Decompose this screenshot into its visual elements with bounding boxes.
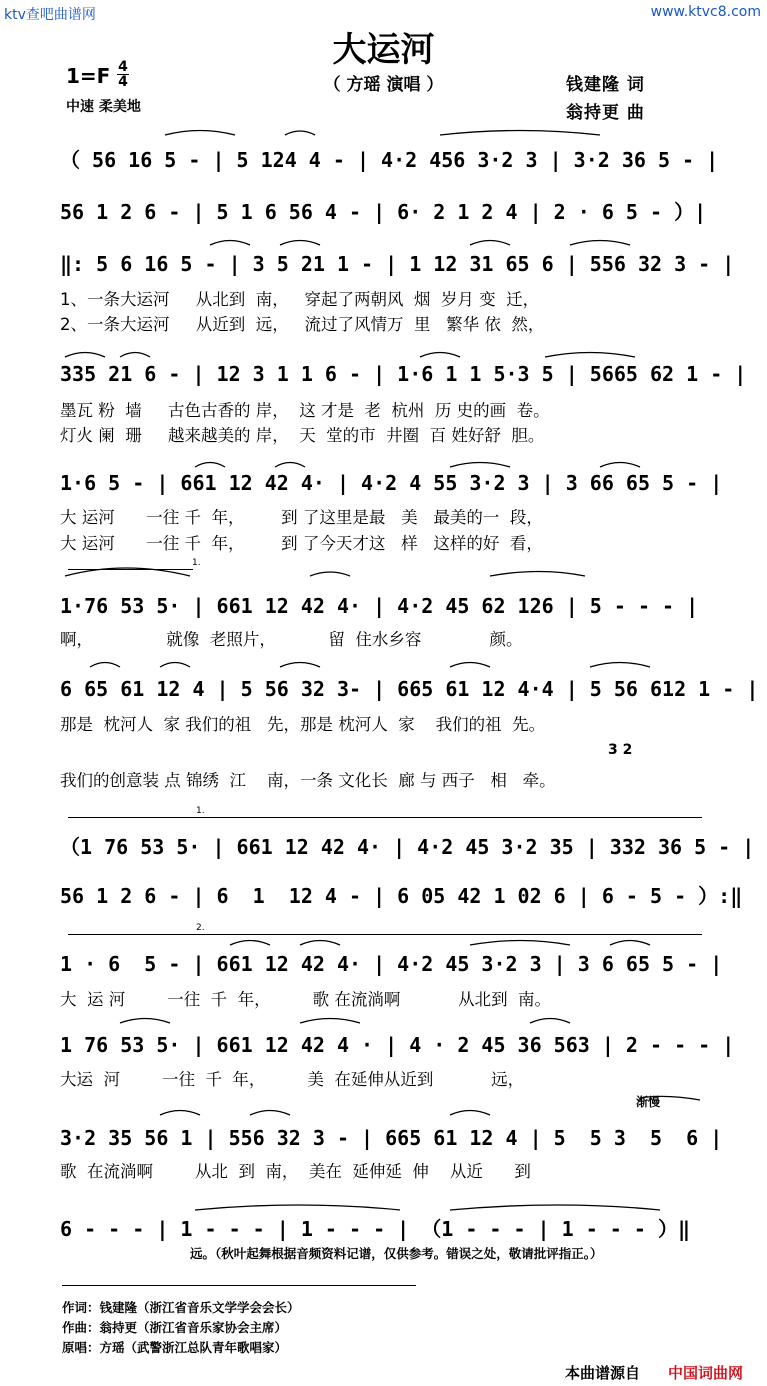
singer: （ 方瑶 演唱 ） [323, 75, 444, 95]
volta-number: 1. [192, 558, 201, 568]
lyric-line-6a: 啊， 就像 老照片， 留 住水乡容 颜。 [60, 630, 523, 649]
slur [160, 1111, 200, 1116]
slur [90, 663, 120, 668]
notation-line-2: 56 1 2 6 - | 5 1 6 56 4 - | 6· 2 1 2 4 | 2 · 6 5 - ）| [60, 200, 707, 224]
volta-bracket-1 [68, 558, 201, 570]
notation-line-8: （1 76 53 5· | 661 12 42 4· | 4·2 45 3·2 35 | 332 36 5 - | [60, 835, 755, 859]
notation-line-10: 1 · 6 5 - | 661 12 42 4· | 4·2 45 3·2 3 | 3 6 65 5 - | [60, 952, 723, 976]
slur [300, 1019, 360, 1024]
lyric-line-5b: 大 运河 一往 千 年， 到 了今天才这 样 这样的好 看， [60, 534, 543, 553]
time-bottom: 4 [118, 74, 128, 90]
slur [450, 663, 490, 668]
volta-number: 2. [196, 923, 205, 933]
slur [470, 241, 510, 246]
notation-line-1: （ 56 16 5 - | 5 124 4 - | 4·2 456 3·2 3 | 3·2 36 5 - | [60, 148, 719, 172]
slur [420, 353, 460, 358]
slur [195, 1205, 400, 1210]
lyric-line-12a: 歌 在流淌啊 从北 到 南， 美在 延伸延 伸 从近 到 [60, 1162, 531, 1181]
volta-bracket-2 [68, 923, 702, 935]
slur [470, 941, 570, 946]
footer-singer: 原唱：方瑶（武警浙江总队青年歌唱家） [62, 1340, 288, 1355]
tempo-marking: 中速 柔美地 [66, 99, 141, 115]
notation-line-5: 1·6 5 - | 661 12 42 4· | 4·2 4 55 3·2 3 | 3 66 65 5 - | [60, 471, 723, 495]
source-label: 本曲谱源自 [565, 1364, 641, 1382]
notation-line-3: ‖: 5 6 16 5 - | 3 5 21 1 - | 1 12 31 65 6 | 556 32 3 - | [60, 252, 735, 276]
slur [610, 941, 650, 946]
lyric-line-4b: 灯火 阑 珊 越来越美的 岸， 天 堂的市 井圈 百 姓好舒 胆。 [60, 426, 545, 445]
volta-number: 1. [196, 806, 205, 816]
notation-line-6: 1·76 53 5· | 661 12 42 4· | 4·2 45 62 126 | 5 - - - | [60, 594, 699, 618]
notation-line-12: 3·2 35 56 1 | 556 32 3 - | 665 61 12 4 | 5 5 3 5 6 | [60, 1126, 723, 1150]
slur [450, 1205, 660, 1210]
notation-line-4: 335 21 6 - | 12 3 1 1 6 - | 1·6 1 1 5·3 5 | 5665 62 1 - | [60, 362, 747, 386]
slur [450, 1111, 490, 1116]
watermark-right: www.ktvc8.com [650, 4, 761, 20]
slur [275, 463, 305, 468]
slur [570, 241, 630, 246]
slur [440, 131, 600, 136]
slur [250, 1111, 290, 1116]
lyric-line-3b: 2、一条大运河 从近到 远， 流过了风情万 里 繁华 依 然， [60, 315, 545, 334]
footer-composer: 作曲：翁持更（浙江省音乐家协会主席） [62, 1320, 288, 1335]
notation-line-9: 56 1 2 6 - | 6 1 12 4 - | 6 05 42 1 02 6 | 6 - 5 - ）:‖ [60, 884, 743, 908]
slur [300, 941, 340, 946]
footer-lyricist: 作词：钱建隆（浙江省音乐文学学会会长） [62, 1300, 300, 1315]
lyric-line-10a: 大 运 河 一往 千 年， 歌 在流淌啊 从北到 南。 [60, 990, 552, 1009]
transcription-note: 远。（秋叶起舞根据音频资料记谱，仅供参考。错误之处，敬请批评指正。） [190, 1246, 603, 1261]
lyric-line-4a: 墨瓦 粉 墙 古色古香的 岸， 这 才是 老 杭州 历 史的画 卷。 [60, 401, 550, 420]
song-title: 大运河 [332, 30, 435, 70]
slur [310, 572, 350, 576]
slur [230, 941, 270, 946]
slur [120, 353, 150, 358]
notation-line-7: 6 65 61 12 4 | 5 56 32 3- | 665 61 12 4·4 | 5 56 612 1 - | [60, 677, 759, 701]
slur [280, 663, 320, 668]
alt-notes: 3 2 [608, 742, 633, 758]
slur [280, 241, 320, 246]
slur [120, 1019, 170, 1024]
lyric-line-11a: 大运 河 一往 千 年， 美 在延伸从近到 远， [60, 1070, 525, 1089]
lyric-line-7b: 我们的创意装 点 锦绣 江 南，一条 文化长 廊 与 西子 相 牵。 [60, 771, 556, 790]
tempo-rit-marking: 渐慢 [636, 1095, 661, 1109]
key-signature: 1=F [66, 64, 111, 88]
source-site-link[interactable]: 中国词曲网 [668, 1364, 744, 1382]
lyric-line-3a: 1、一条大运河 从北到 南， 穿起了两朝风 烟 岁月 变 迁， [60, 290, 540, 309]
slur [530, 1019, 570, 1024]
footer-divider [62, 1285, 416, 1286]
lyricist: 钱建隆 词 [566, 75, 645, 95]
slur [545, 353, 635, 358]
slur [590, 663, 650, 668]
composer: 翁持更 曲 [566, 103, 645, 123]
slur [160, 663, 190, 668]
slur [285, 131, 315, 135]
time-top: 4 [118, 59, 128, 75]
slur [210, 241, 250, 246]
slur [195, 463, 225, 468]
lyric-line-5a: 大 运河 一往 千 年， 到 了这里是最 美 最美的一 段， [60, 508, 543, 527]
watermark-left: ktv查吧曲谱网 [4, 7, 96, 23]
slur [490, 572, 585, 577]
volta-bracket-interlude [68, 806, 702, 818]
notation-line-13: 6 - - - | 1 - - - | 1 - - - | （1 - - - | 1 - - - ）‖ [60, 1217, 691, 1241]
notation-line-11: 1 76 53 5· | 661 12 42 4 · | 4 · 2 45 36 563 | 2 - - - | [60, 1033, 735, 1057]
lyric-line-7a: 那是 枕河人 家 我们的祖 先，那是 枕河人 家 我们的祖 先。 [60, 715, 546, 734]
slur [600, 463, 640, 468]
slur [165, 131, 235, 136]
slur [65, 353, 105, 358]
slur [450, 463, 510, 468]
